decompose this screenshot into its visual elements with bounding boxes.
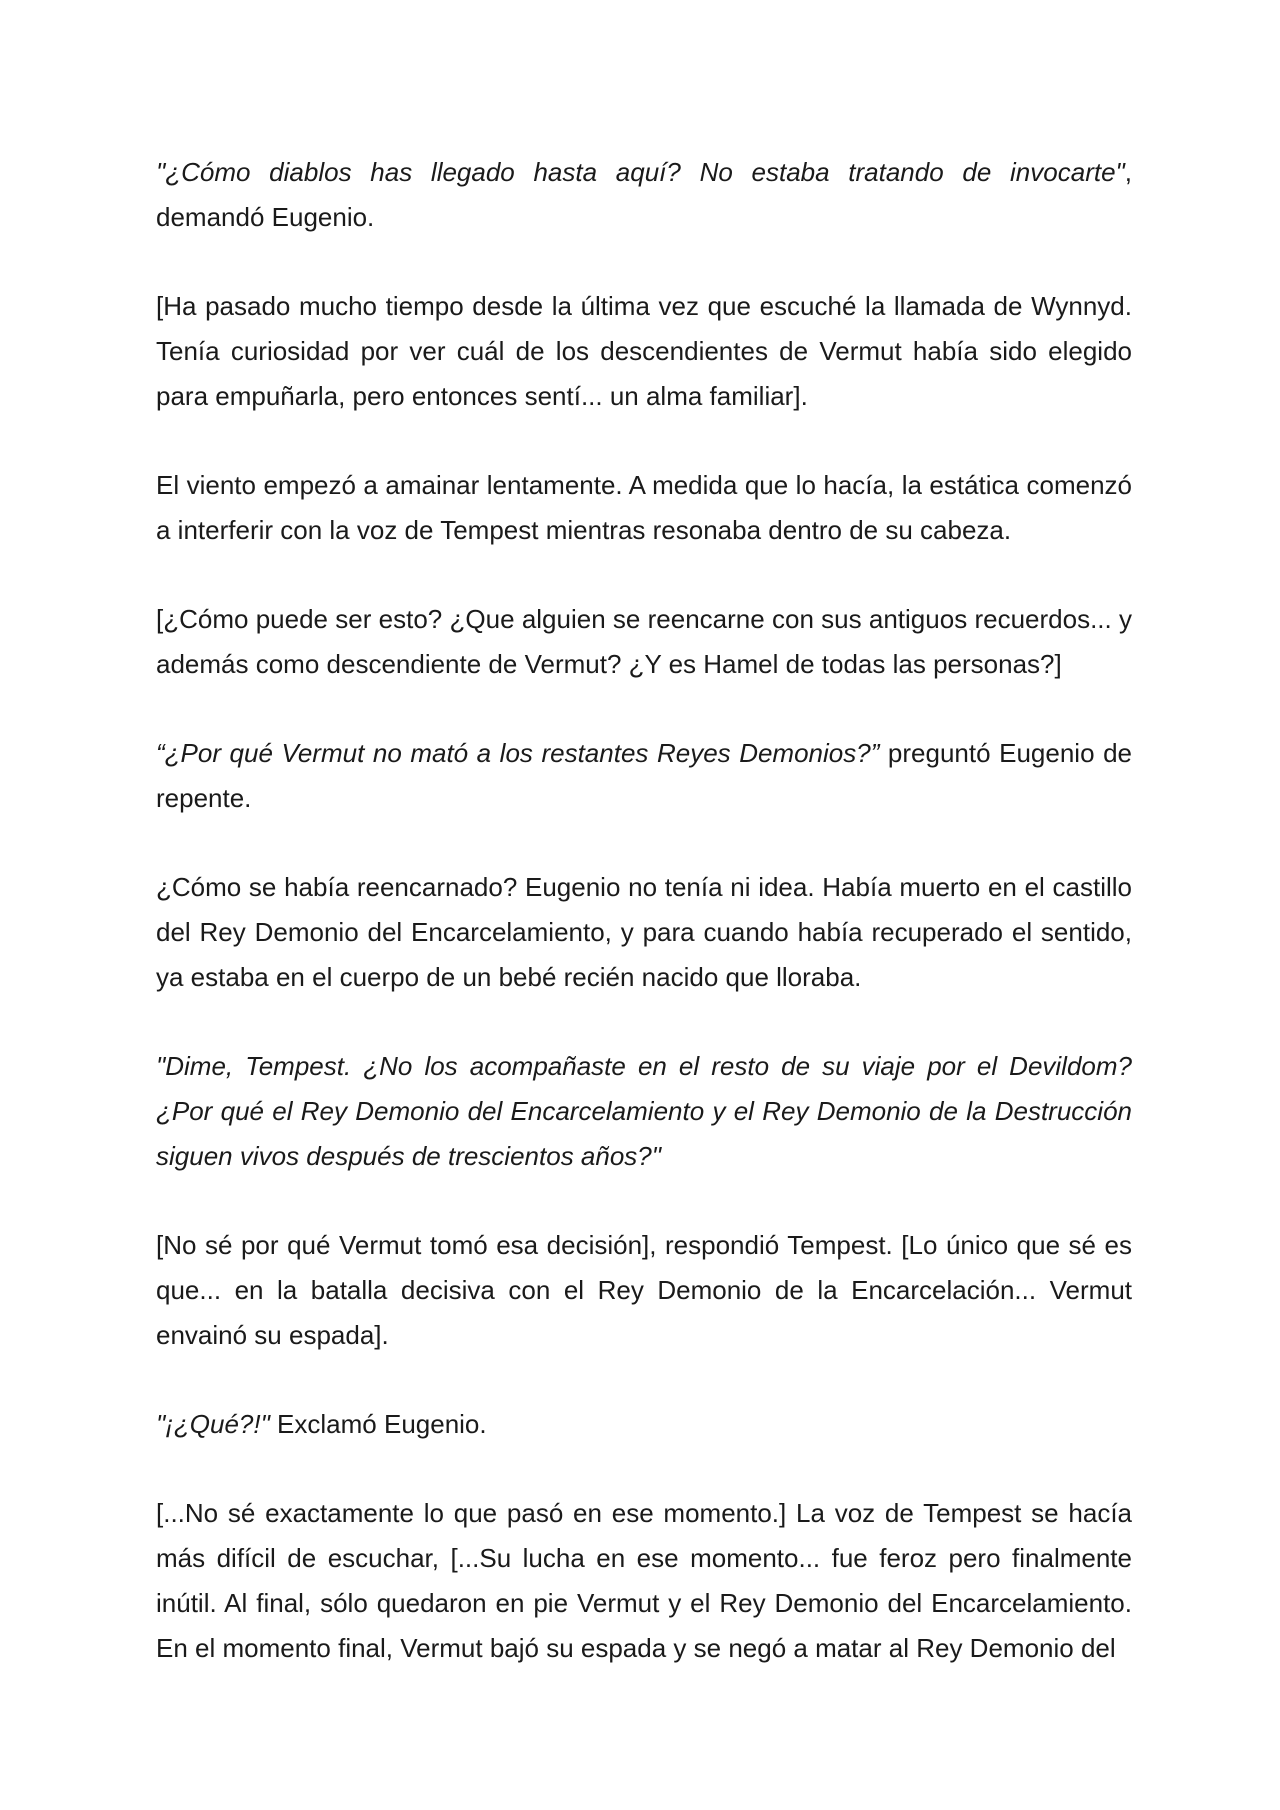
paragraph-9 (156, 1402, 1132, 1447)
paragraph-1 (156, 150, 1132, 240)
paragraph-2: [Ha pasado mucho tiempo desde la última vez que escuché la llamada de Wynnyd. Tenía curiosidad por ver cuál de los descendientes de Vermut había sido elegido para empuñarla, pero entonces sentí... un alma familiar]. (156, 291, 1132, 411)
paragraph-7: "Dime, Tempest. ¿No los acompañaste en el resto de su viaje por el Devildom? ¿Por qué el Rey Demonio del Encarcelamiento y el Rey Demonio de la Destrucción siguen vivos después de trescientos años?" (156, 1051, 1132, 1171)
dialogue-italic: “¿Por qué Vermut no mató a los restantes Reyes Demonios?” (156, 738, 880, 768)
dialogue-italic: "¡¿Qué?!" (156, 1409, 270, 1439)
paragraph-5 (156, 731, 1132, 821)
dialogue-italic: "¿Cómo diablos has llegado hasta aquí? No estaba tratando de invocarte" (156, 157, 1125, 187)
document-page (156, 150, 1132, 1715)
paragraph-6: ¿Cómo se había reencarnado? Eugenio no tenía ni idea. Había muerto en el castillo del Rey Demonio del Encarcelamiento, y para cuando había recuperado el sentido, ya estaba en el cuerpo de un bebé recién nacido que lloraba. (156, 872, 1132, 992)
narration-text: preguntó Eugenio de repente. (156, 738, 1132, 813)
paragraph-4: [¿Cómo puede ser esto? ¿Que alguien se reencarne con sus antiguos recuerdos... y además como descendiente de Vermut? ¿Y es Hamel de todas las personas?] (156, 604, 1132, 679)
narration-text: Exclamó Eugenio. (269, 1409, 487, 1439)
paragraph-8: [No sé por qué Vermut tomó esa decisión], respondió Tempest. [Lo único que sé es que... en la batalla decisiva con el Rey Demonio de la Encarcelación... Vermut envainó su espada]. (156, 1230, 1132, 1350)
paragraph-3: El viento empezó a amainar lentamente. A medida que lo hacía, la estática comenzó a interferir con la voz de Tempest mientras resonaba dentro de su cabeza. (156, 470, 1132, 545)
paragraph-10: [...No sé exactamente lo que pasó en ese momento.] La voz de Tempest se hacía más difícil de escuchar, [...Su lucha en ese momento... fue feroz pero finalmente inútil. Al final, sólo quedaron en pie Vermut y el Rey Demonio del Encarcelamiento. En el momento final, Vermut bajó su espada y se negó a matar al Rey Demonio del (156, 1498, 1132, 1663)
narration-text: , demandó Eugenio. (156, 157, 1132, 232)
